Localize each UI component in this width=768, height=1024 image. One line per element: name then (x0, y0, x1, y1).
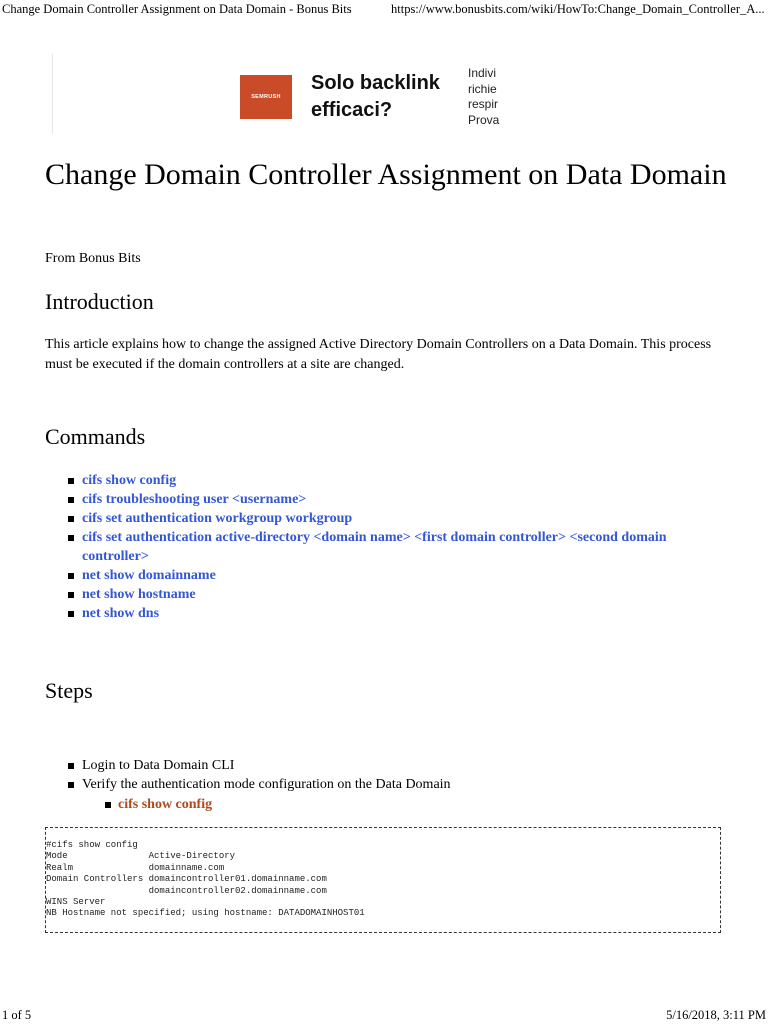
command-link[interactable]: net show domainname (64, 566, 714, 585)
command-link[interactable]: cifs set authentication workgroup workgroup (64, 509, 714, 528)
print-header-title: Change Domain Controller Assignment on Data Domain - Bonus Bits (2, 2, 352, 16)
advertisement-banner[interactable] (52, 54, 500, 134)
code-block (45, 827, 721, 933)
command-link[interactable]: cifs show config (64, 471, 714, 490)
steps-list (64, 756, 714, 794)
ad-headline[interactable]: Solo backlink efficaci? (311, 72, 440, 121)
page-title: Change Domain Controller Assignment on Data Domain (45, 158, 727, 191)
command-link[interactable]: net show dns (64, 604, 714, 623)
print-footer-page: 1 of 5 (2, 1008, 32, 1022)
ad-side-text: Indivi richie respir Prova (468, 66, 500, 127)
command-link[interactable]: net show hostname (64, 585, 714, 604)
commands-list (64, 471, 714, 623)
site-subtitle: From Bonus Bits (45, 251, 141, 266)
code-output: #cifs show config Mode Active-Directory Realm domainname.com Domain Controllers domaincontroller01.domainname.com domaincontroller02.domainname.com WINS Server NB Hostname not specified; using hostname: DATADOMAINHOST01 (46, 840, 365, 919)
semrush-logo: SEMRUSH (240, 75, 292, 119)
steps-heading: Steps (45, 678, 93, 703)
command-link[interactable]: cifs set authentication active-directory <domain name> <first domain controller> <second domain controller> (64, 528, 714, 566)
sub-steps-list (102, 795, 212, 814)
introduction-text: This article explains how to change the assigned Active Directory Domain Controllers on a Data Domain. This process must be executed if the domain controllers at a site are changed. (45, 337, 712, 372)
command-link[interactable]: cifs troubleshooting user <username> (64, 490, 714, 509)
print-header-url: https://www.bonusbits.com/wiki/HowTo:Change_Domain_Controller_A... (391, 2, 765, 16)
commands-heading: Commands (45, 424, 146, 449)
sub-step-link[interactable]: cifs show config (102, 795, 212, 814)
introduction-heading: Introduction (45, 289, 154, 314)
step-item: Login to Data Domain CLI (64, 756, 714, 775)
step-item: Verify the authentication mode configuration on the Data Domain (64, 775, 714, 794)
print-footer-datetime: 5/16/2018, 3:11 PM (666, 1008, 766, 1022)
